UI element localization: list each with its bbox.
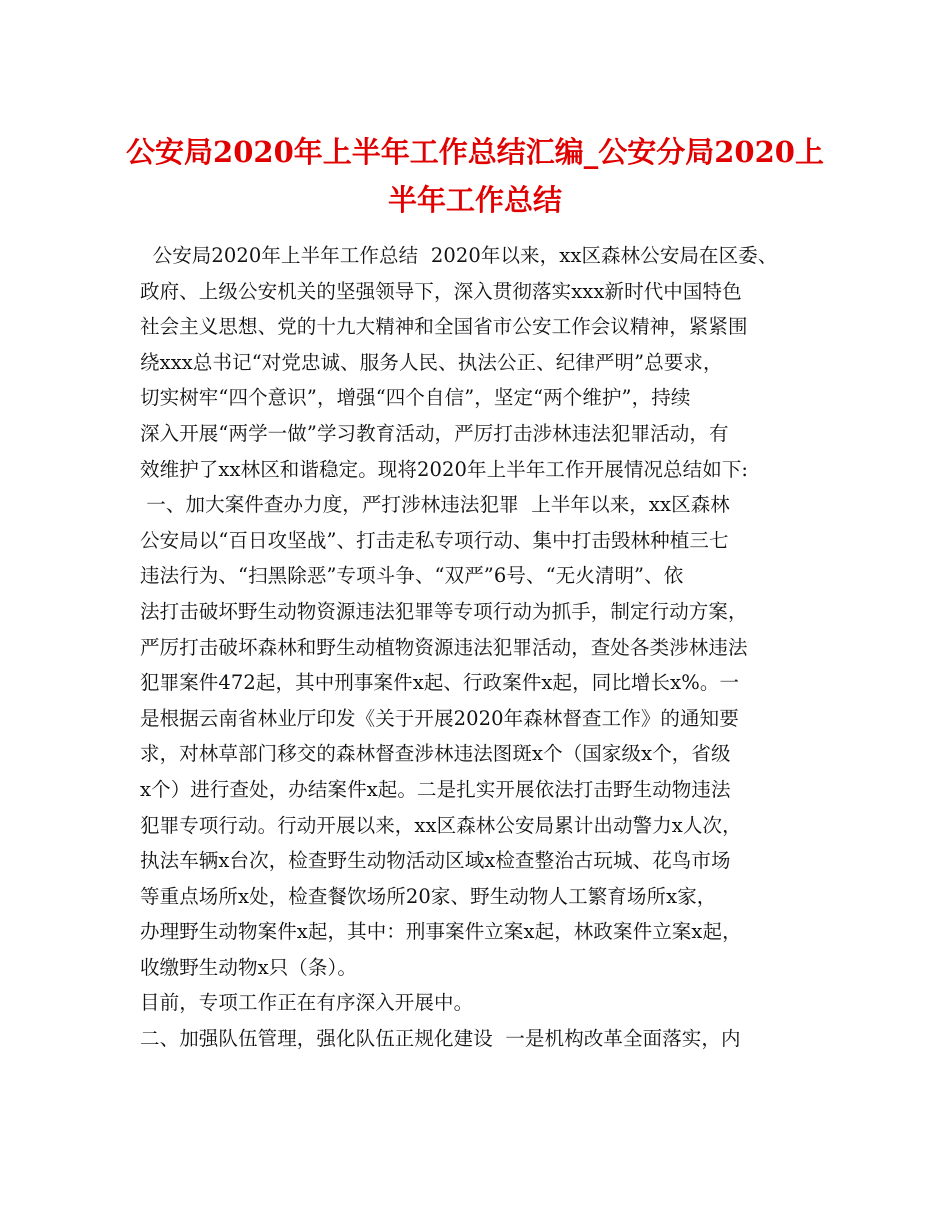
body-line: 法打击破坏野生动物资源违法犯罪等专项行动为抓手，制定行动方案， [140,599,748,623]
body-line: 深入开展“两学一做”学习教育活动，严厉打击涉林违法犯罪活动，有 [140,421,729,445]
body-line: 犯罪案件472起，其中刑事案件x起、行政案件x起，同比增长x%。一 [140,671,740,695]
body-line: 效维护了xx林区和谐稳定。现将2020年上半年工作开展情况总结如下: [140,457,749,481]
body-line: 违法行为、“扫黑除恶”专项斗争、“双严”6号、“无火清明”、依 [140,564,684,588]
body-line: 犯罪专项行动。行动开展以来，xx区森林公安局累计出动警力x人次， [140,813,742,837]
body-line: 办理野生动物案件x起，其中：刑事案件立案x起，林政案件立案x起， [140,920,742,944]
body-line: 目前，专项工作正在有序深入开展中。 [140,991,474,1015]
body-line: 公安局2020年上半年工作总结 2020年以来，xx区森林公安局在区委、 [140,244,778,267]
body-line: 切实树牢“四个意识”，增强“四个自信”，坚定“两个维护”，持续 [140,386,691,410]
body-line: 政府、上级公安机关的坚强领导下，深入贯彻落实xxx新时代中国特色 [140,279,742,303]
body-line: 二、加强队伍管理，强化队伍正规化建设 一是机构改革全面落实，内 [140,1027,741,1051]
body-line: 公安局以“百日攻坚战”、打击走私专项行动、集中打击毁林种植三七 [140,528,729,552]
body-line: 绕xxx总书记“对党忠诚、服务人民、执法公正、纪律严明”总要求， [140,350,723,374]
body-line: 求，对林草部门移交的森林督查涉林违法图斑x个（国家级x个，省级 [140,742,731,766]
document-title [100,128,850,224]
body-line: 一、加大案件查办力度，严打涉林违法犯罪 上半年以来，xx区森林 [140,493,730,517]
body-line: 等重点场所x处，检查餐饮场所20家、野生动物人工繁育场所x家， [140,884,717,908]
body-line: 是根据云南省林业厅印发《关于开展2020年森林督查工作》的通知要 [140,706,739,730]
body-line: 严厉打击破坏森林和野生动植物资源违法犯罪活动，查处各类涉林违法 [140,635,748,659]
title-line: 半年工作总结 [387,183,562,217]
document-body [140,238,840,1057]
title-line: 公安局2020年上半年工作总结汇编_公安分局2020上 [126,135,824,169]
body-line: 收缴野生动物x只（条）。 [140,955,357,979]
body-line: 执法车辆x台次，检查野生动物活动区域x检查整治古玩城、花鸟市场 [140,849,731,873]
body-line: 社会主义思想、党的十九大精神和全国省市公安工作会议精神，紧紧围 [140,315,748,339]
body-line: x个）进行查处，办结案件x起。二是扎实开展依法打击野生动物违法 [140,777,731,801]
